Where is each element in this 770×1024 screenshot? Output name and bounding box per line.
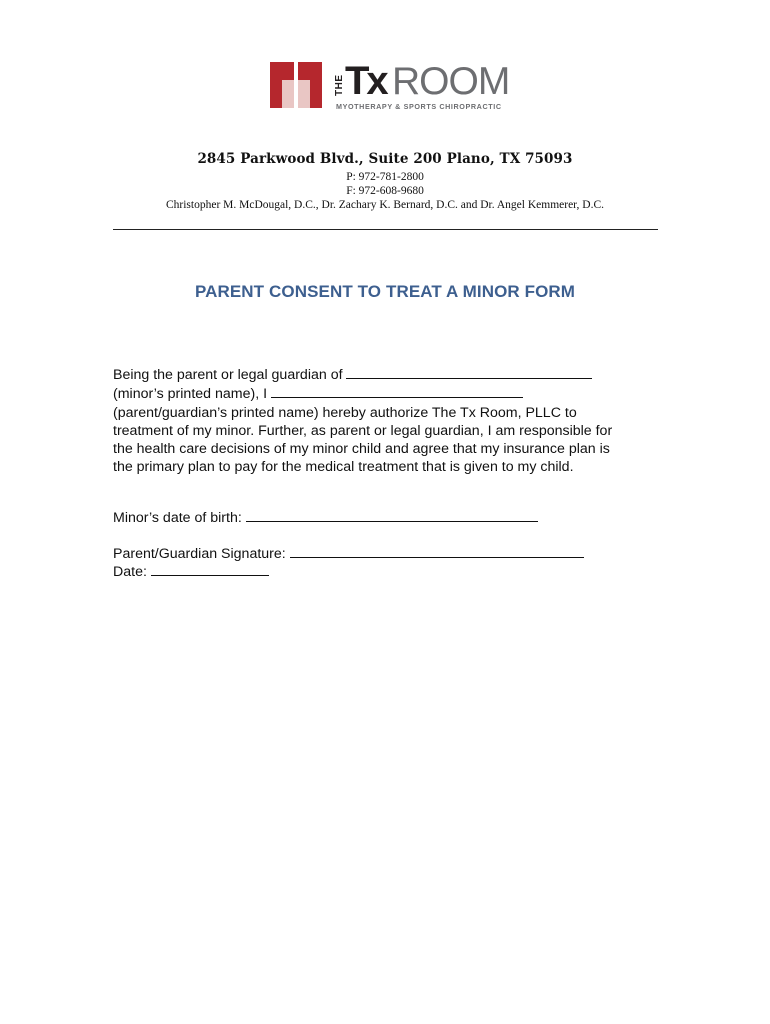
signature-label: Parent/Guardian Signature: (113, 546, 286, 562)
paragraph-text: (minor’s printed name), I (113, 386, 268, 403)
signature-row (113, 544, 673, 563)
signature-field[interactable] (290, 544, 584, 558)
clinic-fax: F: 972-608-9680 (346, 185, 424, 197)
dob-field[interactable] (246, 508, 538, 522)
logo-room-text: ROOM (392, 60, 510, 103)
paragraph-line-6: the primary plan to pay for the medical treatment that is given to my child. (113, 459, 574, 476)
date-field[interactable] (151, 562, 269, 576)
paragraph-line-3: (parent/guardian’s printed name) hereby authorize The Tx Room, PLLC to (113, 404, 577, 421)
clinic-address: 2845 Parkwood Blvd., Suite 200 Plano, TX 75093 (197, 151, 573, 167)
paragraph-line-2 (113, 384, 673, 403)
paragraph-line-4: treatment of my minor. Further, as parent or legal guardian, I am responsible for (113, 422, 613, 439)
minor-name-field[interactable] (346, 365, 592, 379)
logo-the-text: THE (334, 74, 345, 96)
date-label: Date: (113, 564, 147, 580)
guardian-name-field[interactable] (271, 384, 523, 398)
logo-tagline: MYOTHERAPY & SPORTS CHIROPRACTIC (336, 102, 502, 111)
form-title: PARENT CONSENT TO TREAT A MINOR FORM (194, 282, 576, 301)
paragraph-text: Being the parent or legal guardian of (113, 367, 343, 383)
date-row (113, 562, 673, 581)
company-logo (268, 58, 530, 112)
paragraph-line-1 (113, 365, 673, 384)
header-divider (113, 229, 658, 230)
clinic-phone: P: 972-781-2800 (346, 171, 424, 183)
logo-tx-text: Tx (345, 59, 386, 103)
dob-row (113, 508, 673, 527)
consent-paragraph (113, 365, 673, 477)
dob-label: Minor’s date of birth: (113, 510, 242, 526)
clinic-doctors: Christopher M. McDougal, D.C., Dr. Zachary K. Bernard, D.C. and Dr. Angel Kemmerer, D.C. (165, 199, 605, 211)
paragraph-line-5: the health care decisions of my minor child and agree that my insurance plan is (113, 441, 610, 458)
logo-mark-icon (270, 62, 322, 108)
